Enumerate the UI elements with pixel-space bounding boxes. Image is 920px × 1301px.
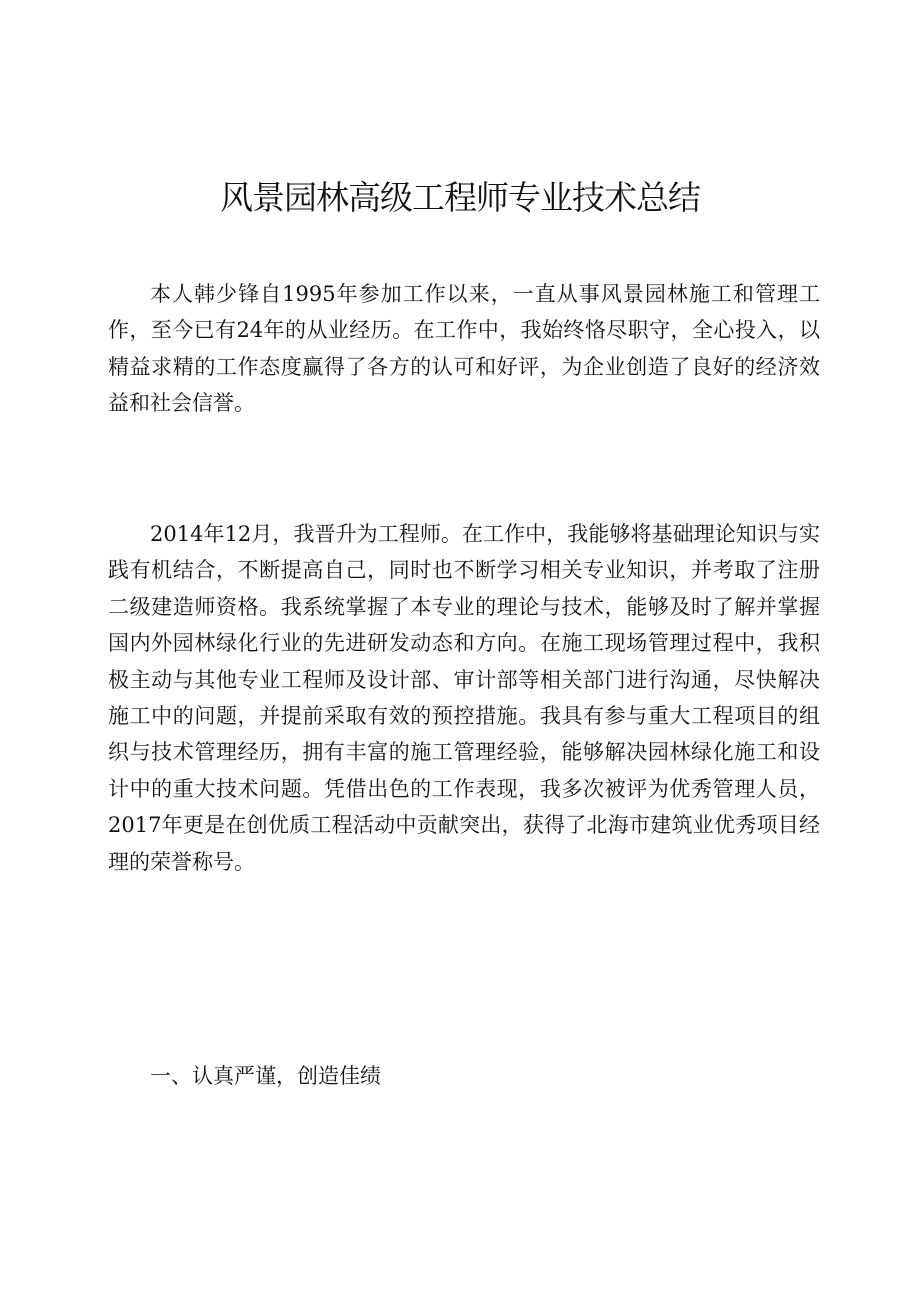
paragraph-intro: 本人韩少锋自1995年参加工作以来，一直从事风景园林施工和管理工作，至今已有24年的从业经历。在工作中，我始终恪尽职守，全心投入，以精益求精的工作态度赢得了各方的认可和好评，为企业创造了良好的经济效益和社会信誉。 [108, 282, 820, 416]
paragraph-career: 2014年12月，我晋升为工程师。在工作中，我能够将基础理论知识与实践有机结合，不断提高自己，同时也不断学习相关专业知识，并考取了注册二级建造师资格。我系统掌握了本专业的理论与技术，能够及时了解并掌握国内外园林绿化行业的先进研发动态和方向。在施工现场管理过程中，我积极主动与其他专业工程师及设计部、审计部等相关部门进行沟通，尽快解决施工中的问题，并提前采取有效的预控措施。我具有参与重大工程项目的组织与技术管理经历，拥有丰富的施工管理经验，能够解决园林绿化施工和设计中的重大技术问题。凭借出色的工作表现，我多次被评为优秀管理人员，2017年更是在创优质工程活动中贡献突出，获得了北海市建筑业优秀项目经理的荣誉称号。 [108, 522, 820, 874]
document-title: 风景园林高级工程师专业技术总结 [220, 178, 700, 217]
section-heading: 一、认真严谨，创造佳绩 [150, 1064, 381, 1088]
